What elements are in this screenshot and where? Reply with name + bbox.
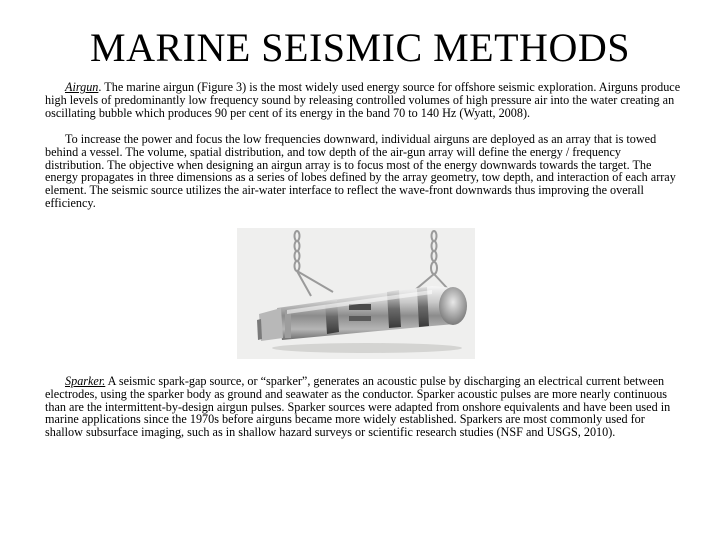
sparker-text: A seismic spark-gap source, or “sparker”, generates an acoustic pulse by discharging an electrical current between electrodes, using the sparker body as ground and seawater as the conductor. Sparker acoustic pulses are more nearly continuous than are the intermittent-by-design airgun pulses. Sparker sources were adapted from onshore equivalents and have been used in marine applications since the 1970s before airguns became more widely established. Sparkers are most commonly used for shallow subsurface imaging, such as in shallow hazard surveys or scientific research studies (NSF and USGS, 2010). (45, 374, 671, 440)
airgun-intro-text: . The marine airgun (Figure 3) is the most widely used energy source for offshore seismic exploration. Airguns produce high levels of predominantly low frequency sound by releasing controlled volumes of high pressure air into the water creating an oscillating bubble which produces 90 per cent of its energy in the band 70 to 140 Hz (Wyatt, 2008). (45, 80, 681, 120)
sparker-paragraph (45, 375, 681, 439)
airgun-array-paragraph (45, 133, 681, 210)
airgun-heading: Airgun (65, 80, 99, 94)
airgun-paragraph (45, 81, 681, 119)
airgun-photo (237, 228, 475, 359)
sparker-heading: Sparker. (65, 374, 106, 388)
airgun-array-text: To increase the power and focus the low frequencies downward, individual airguns are deployed as an array that is towed behind a vessel. The volume, spatial distribution, and tow depth of the air-gun array will define the energy / frequency distribution. The objective when designing an airgun array is to focus most of the energy downwards towards the target. The energy propagates in three dimensions as a series of lobes defined by the array geometry, tow depth, and interaction of each array element. The seismic source utilizes the air-water interface to reflect the wave-front downwards thus improving the overall efficiency. (45, 132, 676, 210)
slide-title: MARINE SEISMIC METHODS (90, 25, 630, 70)
airgun-illustration (237, 228, 475, 359)
